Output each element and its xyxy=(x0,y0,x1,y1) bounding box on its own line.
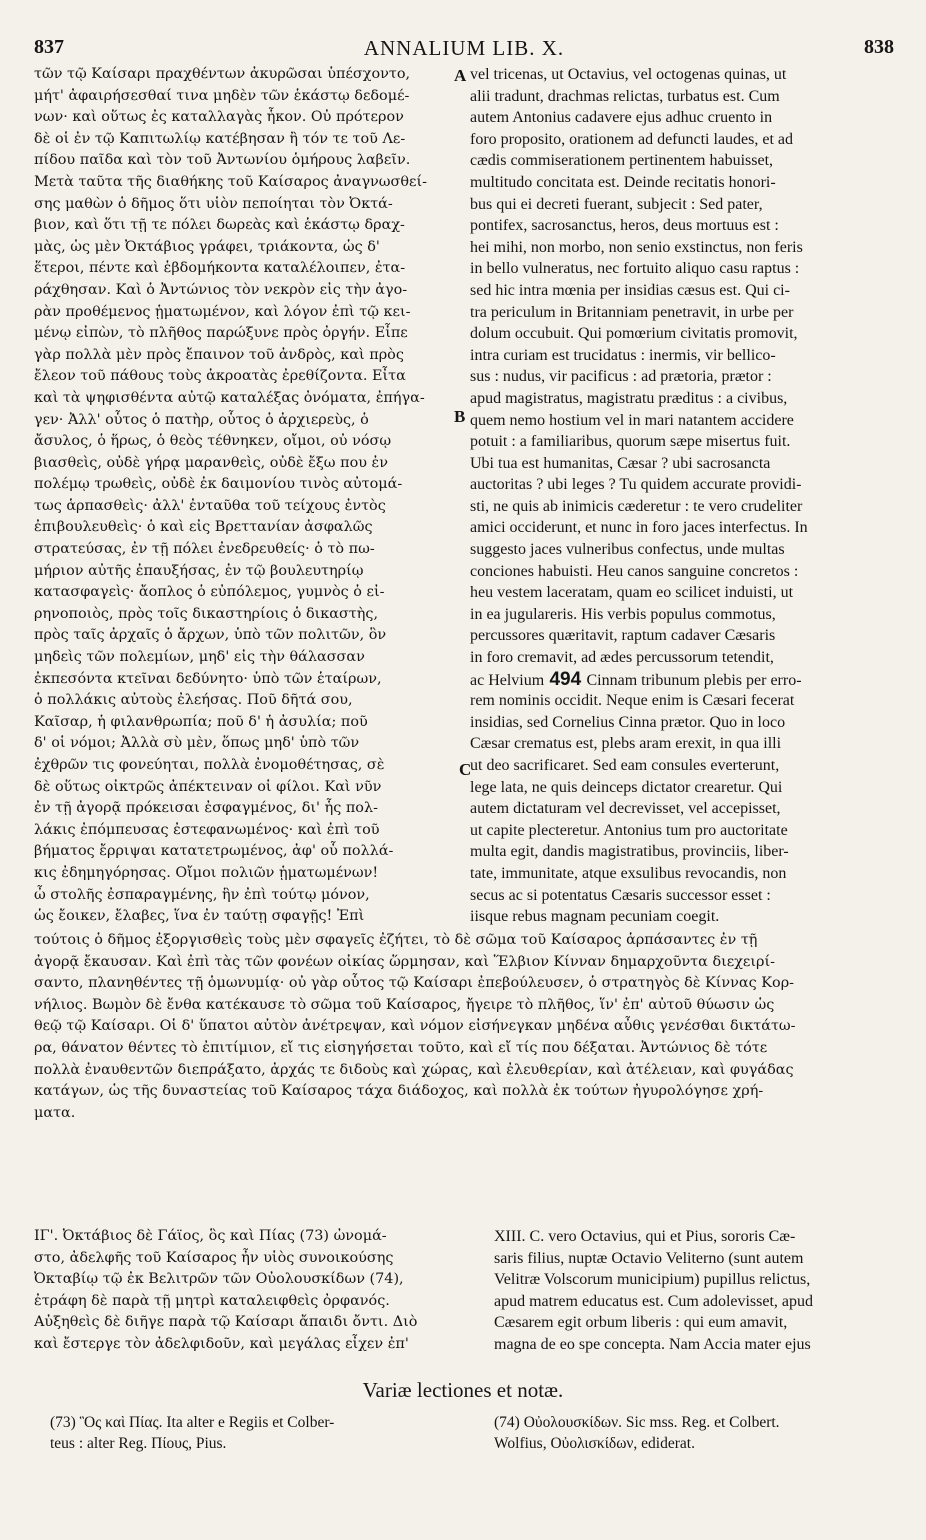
text-line: μήτ' ἀφαιρήσεσθαί τινα μηδὲν τῶν ἑκάστῳ δεδομέ- xyxy=(34,87,410,104)
note-line: (74) Οὐολουσκίδων. Sic mss. Reg. et Colbert. xyxy=(494,1414,780,1431)
text-line: σαντο, πλανηθέντες τῇ ὁμωνυμίᾳ· οὐ γὰρ οὗτος τῷ Καίσαρι ἐπεβούλευσεν, ὁ στρατηγὸς δὲ Κίννας Κορ- xyxy=(34,975,795,992)
text-line: cædis commiserationem pertinentem habuisset, xyxy=(470,152,774,170)
latin-chapter-13 xyxy=(494,1226,892,1356)
text-line: ρὰν προθέμενος ᾑματωμένον, καὶ λόγον ἐπὶ τῷ κει- xyxy=(34,303,411,320)
text-line: Cæsar crematus est, plebs aram erexit, in qua illi xyxy=(470,735,782,753)
text-line: νήλιος. Βωμὸν δὲ ἔνθα κατέκαυσε τὸ σῶμα τοῦ Καίσαρος, ἤγειρε τὸ πλῆθος, ἵν' ἐπ' αὐτοῦ θύωσιν ὡς xyxy=(34,996,775,1013)
text-line: γεν· Ἀλλ' οὗτος ὁ πατὴρ, οὗτος ὁ ἀρχιερεὺς, ὁ xyxy=(34,411,369,428)
margin-marker-b: B xyxy=(454,407,466,426)
page-number-left: 837 xyxy=(34,36,64,58)
text-fragment: ac Helvium xyxy=(470,671,545,689)
running-title: ANNALIUM LIB. X. xyxy=(363,36,565,60)
text-line: secus ac si potentatus Cæsaris successor esset : xyxy=(470,886,771,904)
page-badge-number: 494 xyxy=(544,668,587,690)
text-line: ἐν τῇ ἀγορᾷ πρόκεισαι ἐσφαγμένος, δι' ἧς πολ- xyxy=(34,800,378,817)
text-line: νων· καὶ οὕτως ἐς καταλλαγὰς ἧκον. Οὐ πρότερον xyxy=(34,109,404,126)
note-line: teus : alter Reg. Πίους, Pius. xyxy=(50,1435,227,1452)
text-line: quem nemo hostium vel in mari natantem accidere xyxy=(470,411,794,429)
text-line: sus : nudus, vir pacificus : ad prætoria, prætor : xyxy=(470,368,772,386)
text-line: vel tricenas, ut Octavius, vel octogenas quinas, ut xyxy=(470,66,787,83)
text-line: rem nominis occidit. Neque enim is Cæsari fecerat xyxy=(470,692,795,710)
text-line: Καῖσαρ, ἡ φιλανθρωπία; ποῦ δ' ἡ ἀσυλία; ποῦ xyxy=(34,713,368,730)
page-number-right: 838 xyxy=(864,36,894,58)
text-line: multitudo concitata est. Deinde recitatis honori- xyxy=(470,173,776,191)
text-line: βήματος ἔρριψαι κατατετρωμένος, ἀφ' οὗ πολλά- xyxy=(34,843,394,860)
text-line: apud magistratus, magistratu præditus : a civibus, xyxy=(470,389,788,407)
note-74 xyxy=(494,1412,892,1454)
text-line: πίδου παῖδα καὶ τὸν τοῦ Ἀντωνίου ὁμήρους λαβεῖν. xyxy=(34,152,411,169)
text-line: ἔλεον τοῦ πάθους τοὺς ἀκροατὰς ἐρεθίζοντα. Εἶτα xyxy=(34,368,406,385)
text-line: Αὐξηθεὶς δὲ διῆγε παρὰ τῷ Καίσαρι ἄπαιδι ὄντι. Διὸ xyxy=(34,1314,418,1331)
text-line: Ὀκταβίῳ τῷ ἐκ Βελιτρῶν τῶν Οὐολουσκίδων (74), xyxy=(34,1271,404,1288)
text-line: percussores quæritavit, raptum cadaver Cæsaris xyxy=(470,627,776,645)
text-line: Velitræ Volscorum municipium) pupillus relictus, xyxy=(494,1271,811,1289)
text-line: κατάγων, ὡς τῆς δυναστείας τοῦ Καίσαρος τάχα διάδοχος, καὶ πολλὰ ἐκ τούτων ἠγυρολόγησε χρή- xyxy=(34,1083,764,1100)
note-73 xyxy=(50,1412,470,1454)
text-line: dolum occubuit. Qui pomœrium civitatis promovit, xyxy=(470,325,798,343)
text-line: in bello vulneratus, nec fortuito aliquo casu raptus : xyxy=(470,260,800,278)
text-line: μὰς, ὡς μὲν Ὀκτάβιος γράφει, τριάκοντα, ὡς δ' xyxy=(34,238,380,255)
text-line: intra curiam est trucidatus : inermis, vir bellico- xyxy=(470,346,776,364)
text-line: foro proposito, orationem ad defuncti laudes, et ad xyxy=(470,130,794,148)
text-line: conciones habuisti. Heu canos sanguine concretos : xyxy=(470,562,799,580)
note-line: (73) Ὃς καὶ Πίας. Ita alter e Regiis et Colber- xyxy=(50,1414,335,1431)
text-line: βιον, καὶ ὅτι τῇ τε πόλει δωρεὰς καὶ ἑκάστῳ δραχ- xyxy=(34,217,405,234)
text-line: in foro cremavit, ad ædes percussorum tetendit, xyxy=(470,649,774,667)
text-line: μένῳ εἰπὼν, τὸ πλῆθος παρώξυνε πρὸς ὀργήν. Εἶπε xyxy=(34,325,408,342)
text-line: multa egit, dandis magistratibus, provinciis, liber- xyxy=(470,843,789,861)
text-line: γὰρ πολλὰ μὲν πρὸς ἔπαινον τοῦ ἀνδρὸς, καὶ πρὸς xyxy=(34,346,404,363)
text-line: hei mihi, non morbo, non senio exstinctus, non feris xyxy=(470,238,803,256)
text-line: auctoritas ? ubi leges ? Tu quidem accurate providi- xyxy=(470,476,802,494)
greek-column xyxy=(34,64,454,928)
text-line: autem dictaturam vel decrevisset, vel accepisset, xyxy=(470,800,781,818)
text-line: ρηνοποιὸς, πρὸς τοῖς δικαστηρίοις ὁ δικαστὴς, xyxy=(34,605,379,622)
text-line: στρατεύσας, ἐν τῇ πόλει ἐνεδρευθείς· ὁ τὸ πω- xyxy=(34,541,375,558)
text-line: ἕτεροι, πέντε καὶ ἑβδομήκοντα καταλέλοιπεν, ἐτα- xyxy=(34,260,406,277)
text-line: tra periculum in Britanniam penetravit, in urbe per xyxy=(470,303,794,321)
text-fragment: Cinnam tribunum plebis per erro- xyxy=(586,671,802,689)
text-line: apud matrem educatus est. Cum adolevisset, apud xyxy=(494,1292,814,1310)
text-line: ut capite plecteretur. Antonius tum pro auctoritate xyxy=(470,821,788,839)
text-line: ἐπιβουλευθεὶς· ὁ καὶ εἰς Βρεττανίαν ἀσφαλῶς xyxy=(34,519,373,536)
text-line: sed hic intra mœnia per insidias cæsus est. Qui ci- xyxy=(470,281,790,299)
text-line: insidias, sed Cornelius Cinna prætor. Quo in loco xyxy=(470,713,786,731)
text-line: ἐχθρῶν τις φονεύηται, πολλὰ ἐνομοθέτησας, σὲ xyxy=(34,757,385,773)
margin-marker-a: A xyxy=(454,66,467,85)
text-line: λάκις ἐπόμπευσας ἐστεφανωμένος· καὶ ἐπὶ τοῦ xyxy=(34,821,380,838)
text-line: potuit : a familiaribus, quorum sæpe misertus fuit. xyxy=(470,433,791,451)
text-line: ut deo sacrificaret. Sed eam consules everterunt, xyxy=(470,757,780,774)
note-line: Wolfius, Οὐολισκίδων, ediderat. xyxy=(494,1435,695,1452)
text-line: lege lata, ne quis deinceps dictator crearetur. Qui xyxy=(470,778,783,796)
text-line: amici occiderunt, et nunc in foro jaces interfectus. In xyxy=(470,519,808,537)
text-line: pontifex, sacrosanctus, heros, deus mortuus est : xyxy=(470,217,779,235)
text-line: ὡς ἔοικεν, ἔλαβες, ἵνα ἐν ταύτῃ σφαγῇς! Ἐπὶ xyxy=(34,908,365,925)
text-line: ὦ στολῆς ἐσπαραγμένης, ἣν ἐπὶ τούτῳ μόνον, xyxy=(34,886,370,903)
text-line: ματα. xyxy=(34,1104,76,1121)
text-line: XIII. C. vero Octavius, qui et Pius, sororis Cæ- xyxy=(494,1228,796,1245)
margin-marker-c: C xyxy=(459,760,472,779)
text-line: μήριον αὐτῆς ἐπαυξήσας, ἐν τῷ βουλευτηρίῳ xyxy=(34,562,364,579)
text-line: δὲ οὕτως οἰκτρῶς ἀπέκτειναν οἱ φίλοι. Καὶ νῦν xyxy=(34,778,382,795)
text-line: μηδεὶς τῶν πολεμίων, μηδ' εἰς τὴν θάλασσαν xyxy=(34,649,365,666)
text-line: iisque rebus magnam pecuniam coegit. xyxy=(470,908,720,926)
greek-chapter-13 xyxy=(34,1226,454,1356)
text-line: heu vestem laceratam, quam eo scilicet induisti, ut xyxy=(470,584,794,602)
latin-column xyxy=(470,64,892,928)
text-line: bus qui ei decreti fuerant, subjecit : Sed pater, xyxy=(470,195,763,213)
text-line: ἄσυλος, ὁ ἥρως, ὁ θεὸς τέθνηκεν, οἴμοι, οὐ νόσῳ xyxy=(34,433,392,450)
text-line: ράχθησαν. Καὶ ὁ Ἀντώνιος τὸν νεκρὸν εἰς τὴν ἀγο- xyxy=(34,281,408,298)
text-line: Cæsarem egit orbum liberis : qui eum amavit, xyxy=(494,1314,788,1332)
text-line: Ubi tua est humanitas, Cæsar ? ubi sacrosancta xyxy=(470,454,771,472)
page-header xyxy=(34,36,894,62)
text-line: πρὸς ταῖς ἀρχαῖς ὁ ἄρχων, ὑπὸ τῶν πολιτῶν, ὃν xyxy=(34,627,387,644)
text-line: σης μαθὼν ὁ δῆμος ὅτι υἱὸν πεποίηται τὸν Ὀκτά- xyxy=(34,195,393,212)
text-line: ἐκπεσόντα κτεῖναι δεδύνητο· ὑπὸ τῶν ἑταίρων, xyxy=(34,670,382,687)
text-line: τῶν τῷ Καίσαρι πραχθέντων ἀκυρῶσαι ὑπέσχοντο, xyxy=(34,66,411,82)
text-line: ἀγορᾷ ἔκαυσαν. Καὶ ἐπὶ τὰς τῶν φονέων οἰκίας ὥρμησαν, καὶ Ἕλβιον Κίνναν δημαρχοῦντα διεχειρί- xyxy=(34,953,775,970)
text-line: ὁ πολλάκις αὐτοὺς ἐλεήσας. Ποῦ δῆτά σου, xyxy=(34,692,353,709)
text-line: autem Antonius cadavere ejus adhuc cruento in xyxy=(470,109,773,127)
text-line: καὶ τὰ ψηφισθέντα αὐτῷ καταλέξας ὀνόματα, ἐπήγα- xyxy=(34,389,425,406)
text-line xyxy=(470,669,892,691)
text-line: δὲ οἱ ἐν τῷ Καπιτωλίῳ κατέβησαν ἢ τόν τε τοῦ Λε- xyxy=(34,130,406,147)
text-line: ΙΓ'. Ὀκτάβιος δὲ Γάϊος, ὃς καὶ Πίας (73) ὠνομά- xyxy=(34,1228,387,1244)
text-line: βιασθεὶς, οὐδὲ γήρᾳ μαρανθεὶς, οὐδὲ ἔξω που ἐν xyxy=(34,454,389,471)
text-line: ρα, θάνατον θέντες τὸ ἐπιτίμιον, εἴ τις εἰσηγήσεται τοῦτο, καὶ εἴ τίς που δέξαται. Ἀντώνιος δὲ τότε xyxy=(34,1039,768,1056)
text-line: πολέμῳ τρωθεὶς, οὐδὲ ἐκ δαιμονίου τινὸς αὐτομά- xyxy=(34,476,403,493)
text-line: τούτοις ὁ δῆμος ἐξοργισθεὶς τοὺς μὲν σφαγεῖς ἐζήτει, τὸ δὲ σῶμα τοῦ Καίσαρος ἁρπάσαντες ἐν τῇ xyxy=(34,932,758,948)
text-line: suggesto jaces vulneribus confectus, unde multas xyxy=(470,541,785,559)
text-line: Μετὰ ταῦτα τῆς διαθήκης τοῦ Καίσαρος ἀναγνωσθεί- xyxy=(34,173,427,190)
text-line: καὶ ἔστεργε τὸν ἀδελφιδοῦν, καὶ μεγάλας εἶχεν ἐπ' xyxy=(34,1335,409,1352)
text-line: στο, ἀδελφῆς τοῦ Καίσαρος ἦν υἱὸς συνοικούσης xyxy=(34,1249,394,1266)
text-line: sti, ne quis ab inimicis cæderetur : te vero crudeliter xyxy=(470,497,803,515)
text-line: κις ἐδημηγόρησας. Οἴμοι πολιῶν ᾑματωμένων! xyxy=(34,864,379,881)
text-line: θεῷ τῷ Καίσαρι. Οἱ δ' ὕπατοι αὐτὸν ἀνέτρεψαν, καὶ νόμον εἰσήνεγκαν μηδένα αὖθις γενέσθαι δικτάτω- xyxy=(34,1018,796,1035)
text-line: magna de eo spe concepta. Nam Accia mater ejus xyxy=(494,1335,811,1353)
text-line: in ea jugulareris. His verbis populus commotus, xyxy=(470,605,776,623)
text-line: saris filius, nuptæ Octavio Veliterno (sunt autem xyxy=(494,1249,804,1267)
notes-heading: Variæ lectiones et notæ. xyxy=(362,1378,564,1402)
text-line: τως ἁρπασθεὶς· ἀλλ' ἐνταῦθα τοῦ τείχους ἐντὸς xyxy=(34,497,386,514)
text-line: πολλὰ ἐναυθεντῶν διεπράξατο, ἀρχάς τε διδοὺς καὶ χώρας, καὶ ἐλευθερίαν, καὶ ἀτέλειαν, καὶ φυγάδας xyxy=(34,1061,794,1078)
text-line: ἐτράφη δὲ παρὰ τῇ μητρὶ καταλειφθεὶς ὀρφανός. xyxy=(34,1292,390,1309)
text-line: alii tradunt, drachmas relictas, turbatus est. Cum xyxy=(470,87,780,105)
greek-full-width-paragraph xyxy=(34,930,892,1124)
text-line: tate, immunitate, atque exsulibus revocandis, non xyxy=(470,864,787,882)
text-line: δ' οἱ νόμοι; Ἀλλὰ σὺ μὲν, ὅπως μηδ' ὑπὸ τῶν xyxy=(34,735,360,752)
text-line: κατασφαγεὶς· ἄοπλος ὁ εὐπόλεμος, γυμνὸς ὁ εἰ- xyxy=(34,584,385,601)
